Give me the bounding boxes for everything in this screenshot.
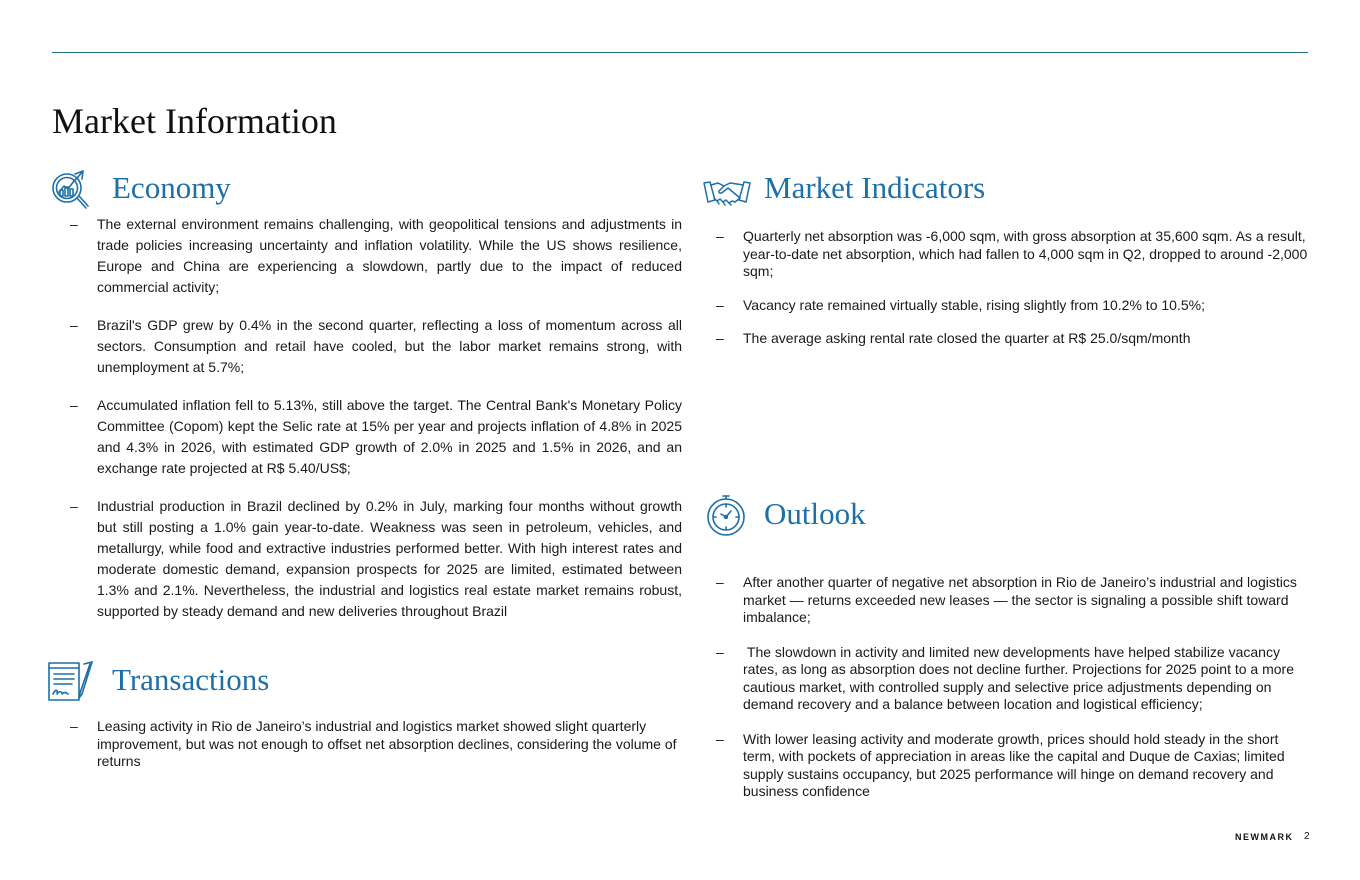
indicators-item-text: The average asking rental rate closed the quarter at R$ 25.0/sqm/month	[743, 330, 1191, 346]
outlook-item-text: The slowdown in activity and limited new developments have helped stabilize vacancy rates, as long as absorption does not decline further. Projections for 2025 point to a more cautious market, with controlled supply and selective price adjustments depending on demand recovery and a balance between location and logistical efficiency;	[743, 643, 1298, 712]
chart-magnifier-icon	[50, 168, 94, 217]
bullet-dash: –	[70, 397, 78, 413]
transactions-item-text: Leasing activity in Rio de Janeiro’s industrial and logistics market showed slight quarterly improvement, but was not enough to offset net absorption declines, considering the volume of returns	[97, 718, 677, 769]
indicators-title: Market Indicators	[764, 170, 986, 205]
bullet-dash: –	[70, 718, 78, 734]
outlook-header	[704, 494, 1310, 538]
list-item	[702, 330, 1310, 348]
economy-item-text: Industrial production in Brazil declined by 0.2% in July, marking four months without growth but still posting a 1.0% gain year-to-date. Weakness was seen in petroleum, vehicles, and metallurgy, while food and extractive industries performed better. With high interest rates and moderate domestic demand, expansion prospects for 2025 are limited, estimated between 1.3% and 2.1%. Nevertheless, the industrial and logistics real estate market remains robust, supported by steady demand and new deliveries throughout Brazil	[97, 498, 682, 619]
bullet-dash: –	[70, 317, 78, 333]
list-item	[46, 718, 682, 771]
page-title: Market Information	[52, 101, 337, 141]
economy-section	[50, 168, 682, 639]
top-divider	[52, 52, 1308, 53]
bullet-dash: –	[716, 228, 724, 244]
outlook-item-text: After another quarter of negative net absorption in Rio de Janeiro’s industrial and logistics market — returns exceeded new leases — the sector is signaling a possible shift toward imbalance;	[743, 574, 1297, 625]
handshake-icon	[702, 170, 752, 219]
list-item	[50, 214, 682, 298]
outlook-section	[704, 494, 1310, 818]
economy-item-text: The external environment remains challenging, with geopolitical tensions and adjustments in trade policies increasing uncertainty and inflation volatility. While the US shows resilience, Europe and China are experiencing a slowdown, partly due to the impact of reduced commercial activity;	[97, 216, 682, 295]
economy-item-text: Accumulated inflation fell to 5.13%, still above the target. The Central Bank's Monetary Policy Committee (Copom) kept the Selic rate at 15% per year and projects inflation of 4.8% in 2025 and 4.3% in 2026, with estimated GDP growth of 2.0% in 2025 and 1.5% in 2026, and an exchange rate projected at R$ 5.40/US$;	[97, 397, 682, 476]
economy-list	[50, 214, 682, 622]
list-item	[50, 496, 682, 622]
list-item	[704, 731, 1310, 801]
transactions-section	[46, 660, 682, 771]
transactions-list	[46, 718, 682, 771]
transactions-header	[46, 660, 682, 704]
bullet-dash: –	[70, 498, 78, 514]
bullet-dash: –	[716, 330, 724, 346]
bullet-dash: –	[70, 216, 78, 232]
list-item	[704, 644, 1310, 714]
list-item	[50, 395, 682, 479]
indicators-header	[702, 170, 1310, 214]
stopwatch-icon	[704, 494, 748, 543]
page-number: 2	[1304, 831, 1310, 842]
indicators-list	[702, 228, 1310, 348]
list-item	[702, 228, 1310, 281]
transactions-title: Transactions	[112, 662, 270, 697]
economy-title: Economy	[112, 170, 231, 205]
brand-logo-text: NEWMARK	[1235, 832, 1294, 842]
market-indicators-section	[702, 170, 1310, 364]
bullet-dash: –	[716, 574, 724, 590]
indicators-item-text: Quarterly net absorption was -6,000 sqm, with gross absorption at 35,600 sqm. As a result, year-to-date net absorption, which had fallen to 4,000 sqm in Q2, dropped to around -2,000 sqm;	[743, 228, 1308, 279]
outlook-title: Outlook	[764, 496, 866, 531]
outlook-item-text: With lower leasing activity and moderate growth, prices should hold steady in the short term, with pockets of appreciation in areas like the capital and Duque de Caxias; limited supply sustains occupancy, but 2025 performance will hinge on demand recovery and business confidence	[743, 730, 1285, 799]
bullet-dash: –	[716, 296, 724, 313]
economy-header	[50, 168, 682, 212]
bullet-dash: –	[716, 730, 724, 747]
list-item	[702, 297, 1310, 315]
bullet-dash: –	[716, 643, 724, 660]
list-item	[50, 315, 682, 378]
indicators-item-text: Vacancy rate remained virtually stable, rising slightly from 10.2% to 10.5%;	[743, 296, 1205, 313]
list-item	[704, 574, 1310, 627]
outlook-list	[704, 574, 1310, 801]
signed-document-icon	[46, 660, 98, 709]
economy-item-text: Brazil's GDP grew by 0.4% in the second quarter, reflecting a loss of momentum across all sectors. Consumption and retail have cooled, but the labor market remains strong, with unemployment at 5.7%;	[97, 317, 682, 375]
